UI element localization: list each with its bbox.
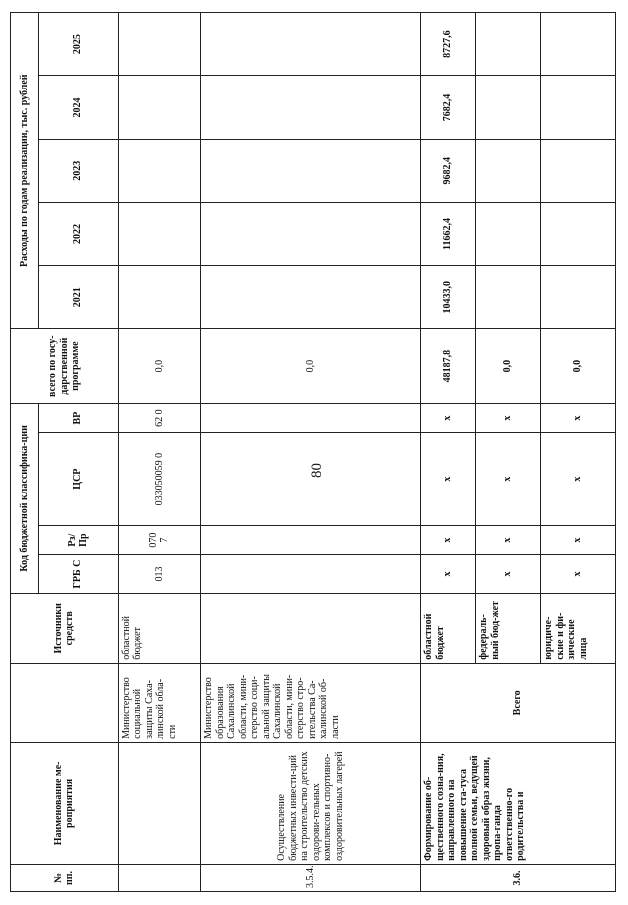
csr-cell: 033050059 0 [118,433,201,526]
rzpr-cell: х [541,525,616,554]
header-participant [11,663,119,742]
header-2025: 2025 [38,13,118,76]
grbs-cell: х [476,555,541,593]
row-number: 3.5.4. [201,864,421,891]
table-row [201,13,421,892]
grbs-cell: х [541,555,616,593]
table-row [421,13,476,892]
source-cell: областной бюджет [421,593,476,663]
csr-cell: х [476,433,541,526]
participant-cell: Всего [421,663,616,742]
page-number: 80 [309,463,325,478]
header-csr: ЦСР [38,433,118,526]
total-cell: 0,0 [118,329,201,404]
value-2022: 11662,4 [421,202,476,265]
budget-table-container [10,12,616,892]
row-number: 3.6. [421,864,616,891]
vr-cell: х [541,403,616,432]
total-cell: 48187,8 [421,329,476,404]
header-2021: 2021 [38,266,118,329]
participant-cell: Министерство социальной защиты Саха-линской обла-сти [118,663,201,742]
grbs-cell: х [421,555,476,593]
csr-cell: х [421,433,476,526]
total-cell: 0,0 [541,329,616,404]
rzpr-cell: 070 7 [118,525,201,554]
source-cell: федераль-ный бюд-жет [476,593,541,663]
total-cell: 0,0 [476,329,541,404]
header-num: № пп. [11,864,119,891]
header-2024: 2024 [38,76,118,139]
csr-cell: х [541,433,616,526]
value-2023: 9682,4 [421,139,476,202]
header-2023: 2023 [38,139,118,202]
value-2025: 8727,6 [421,13,476,76]
header-grbs: ГРБ С [38,555,118,593]
value-2021: 10433,0 [421,266,476,329]
source-cell: юридиче-ские и фи-зические лица [541,593,616,663]
header-rzpr: Рз/ Пр [38,525,118,554]
participant-cell: Министерство образования Сахалинской области, мини-стерство соци-альной защиты Сахалинской области, мини-стерство стро-ительства Са-халинской об-ласти [201,663,421,742]
activity-name: Осуществление бюджетных инвести-ций на строительство детских оздорови-тельных комплексов и спортивно-оздоровительных лагерей [201,742,421,864]
activity-name: Формирование об-щественного созна-ния, направленного на повышение ста-туса полной семьи, ведущей здоровый образ жизни, пропа-ганда ответственно-го родительства и [421,742,616,864]
vr-cell: х [476,403,541,432]
header-total: всего по госу-дарственной программе [11,329,119,404]
rzpr-cell: х [421,525,476,554]
header-vr: ВР [38,403,118,432]
header-name: Наименование ме-роприятия [11,742,119,864]
total-cell: 0,0 [201,329,421,404]
vr-cell: х [421,403,476,432]
vr-cell: 62 0 [118,403,201,432]
header-years-group: Расходы по годам реализации, тыс. рублей [11,13,39,329]
table-row [118,13,201,892]
header-code-group: Код бюджетной классифика-ции [11,403,39,593]
grbs-cell: 013 [118,555,201,593]
rzpr-cell: х [476,525,541,554]
header-2022: 2022 [38,202,118,265]
budget-table [10,12,616,892]
header-source: Источники средств [11,593,119,663]
value-2024: 7682,4 [421,76,476,139]
source-cell: областной бюджет [118,593,201,663]
